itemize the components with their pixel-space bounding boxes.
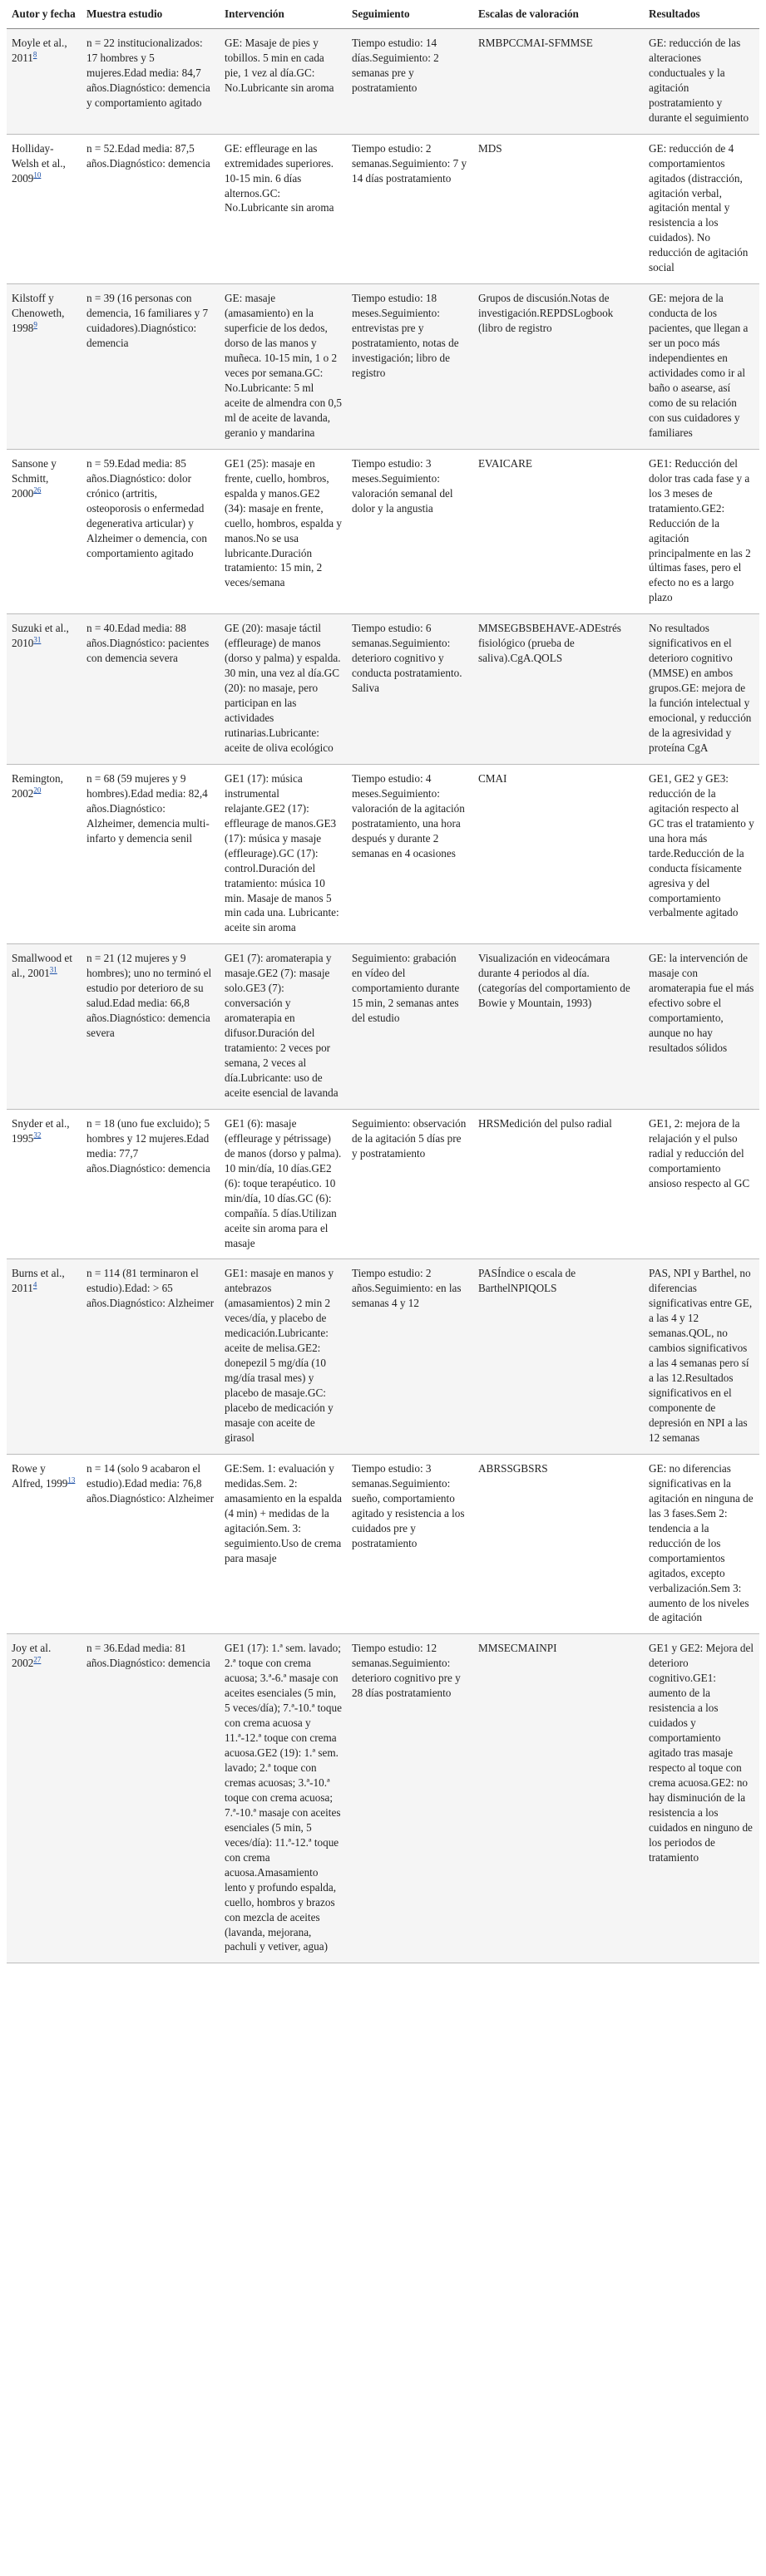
followup-text: Tiempo estudio: 18 meses.Seguimiento: entrevistas pre y postratamiento, notas de investigación; libro de registro xyxy=(352,292,459,380)
followup-text: Tiempo estudio: 3 semanas.Seguimiento: sueño, comportamiento agitado y resistencia a los cuidados pre y postratamiento xyxy=(352,1461,465,1549)
scales-text: RMBPCCMAI-SFMMSE xyxy=(478,36,593,49)
scales-text: MDS xyxy=(478,141,502,155)
intervention-text: GE1 (6): masaje (effleurage y pétrissage) de manos (dorso y palma). 10 min/día, 10 días.GE2 (6): toque terapéutico. 10 min/día, 10 días.GC (6): compañía. 5 días.Utilizan aceite sin aroma para el masaje xyxy=(225,1116,342,1249)
cell-followup xyxy=(347,1259,473,1454)
cell-scales xyxy=(473,1454,644,1633)
followup-text: Tiempo estudio: 12 semanas.Seguimiento: deterioro cognitivo pre y 28 días postratamiento xyxy=(352,1642,461,1700)
cell-scales xyxy=(473,1634,644,1963)
reference-link[interactable]: 31 xyxy=(49,965,57,974)
header-scales: Escalas de valoración xyxy=(473,3,644,28)
cell-scales xyxy=(473,764,644,943)
scales-text: Visualización en videocámara durante 4 periodos al día. (categorías del comportamiento de Bowie y Mountain, 1993) xyxy=(478,952,630,1010)
table-row xyxy=(7,284,759,450)
author-text: Moyle et al., 2011 xyxy=(12,36,67,64)
cell-scales xyxy=(473,28,644,134)
cell-intervention xyxy=(220,134,347,284)
results-text: GE1, GE2 y GE3: reducción de la agitación respecto al GC tras el tratamiento y una hora más tarde.Reducción de la conducta físicamente agresiva y del comportamiento verbalmente agitado xyxy=(649,771,754,919)
scales-text: Grupos de discusión.Notas de investigación.REPDSLogbook (libro de registro xyxy=(478,292,614,335)
cell-intervention xyxy=(220,284,347,450)
sample-text: n = 36.Edad media: 81 años.Diagnóstico: demencia xyxy=(86,1642,210,1670)
results-text: PAS, NPI y Barthel, no diferencias significativas entre GE, a las 4 y 12 semanas.QOL, no cambios significativos a las 4 semanas pero sí a las 12.Resultados significativos en el componente de depresión en NPI a las 12 semanas xyxy=(649,1267,753,1444)
author-text: Joy et al. 2002 xyxy=(12,1642,52,1670)
scales-text: MMSECMAINPI xyxy=(478,1642,557,1655)
cell-results xyxy=(644,1109,759,1259)
followup-text: Tiempo estudio: 2 semanas.Seguimiento: 7 y 14 días postratamiento xyxy=(352,141,467,185)
reference-link[interactable]: 8 xyxy=(32,50,37,59)
cell-scales xyxy=(473,134,644,284)
intervention-text: GE: effleurage en las extremidades superiores. 10-15 min. 6 días alternos.GC: No.Lubricante sin aroma xyxy=(225,141,334,214)
sample-text: n = 21 (12 mujeres y 9 hombres); uno no terminó el estudio por deterioro de su salud.Edad media: 66,8 años.Diagnóstico: demencia severa xyxy=(86,952,212,1040)
header-results: Resultados xyxy=(644,3,759,28)
cell-sample xyxy=(82,134,220,284)
results-text: GE: no diferencias significativas en la agitación en ninguna de las 3 fases.Sem 2: tendencia a la reducción de los comportamientos agitados, excepto verbalización.Sem 3: aumento de los niveles de agitación xyxy=(649,1461,754,1624)
reference-superscript xyxy=(33,786,41,794)
header-followup: Seguimiento xyxy=(347,3,473,28)
sample-text: n = 52.Edad media: 87,5 años.Diagnóstico: demencia xyxy=(86,141,210,170)
reference-link[interactable]: 20 xyxy=(33,786,42,795)
table-row xyxy=(7,134,759,284)
cell-intervention xyxy=(220,614,347,765)
cell-results xyxy=(644,1634,759,1963)
author-text: Suzuki et al., 2010 xyxy=(12,622,69,650)
cell-author xyxy=(7,449,82,614)
followup-text: Tiempo estudio: 2 años.Seguimiento: en las semanas 4 y 12 xyxy=(352,1267,462,1310)
cell-sample xyxy=(82,1634,220,1963)
cell-author xyxy=(7,134,82,284)
cell-scales xyxy=(473,1259,644,1454)
cell-scales xyxy=(473,944,644,1110)
scales-text: ABRSSGBSRS xyxy=(478,1461,548,1475)
author-text: Snyder et al., 1995 xyxy=(12,1116,70,1145)
cell-results xyxy=(644,449,759,614)
cell-intervention xyxy=(220,764,347,943)
cell-followup xyxy=(347,1109,473,1259)
cell-results xyxy=(644,1259,759,1454)
results-text: GE: la intervención de masaje con aromaterapia fue el más efectivo sobre el comportamiento, aunque no hay resultados sólidos xyxy=(649,952,754,1055)
cell-intervention xyxy=(220,1259,347,1454)
sample-text: n = 22 institucionalizados: 17 hombres y 5 mujeres.Edad media: 84,7 años.Diagnóstico: demencia y comportamiento agitado xyxy=(86,36,210,109)
table-row xyxy=(7,1109,759,1259)
sample-text: n = 40.Edad media: 88 años.Diagnóstico: pacientes con demencia severa xyxy=(86,622,210,665)
results-text: GE1 y GE2: Mejora del deterioro cognitivo.GE1: aumento de la resistencia a los cuidados y comportamiento agitado tras masaje respecto al toque con crema acuosa.GE2: no hay disminución de la resistencia a los cuidados en ninguno de los periodos de tratamiento xyxy=(649,1642,754,1864)
scales-text: MMSEGBSBEHAVE-ADEstrés fisiológico (prueba de saliva).CgA.QOLS xyxy=(478,622,621,665)
cell-author xyxy=(7,1259,82,1454)
intervention-text: GE:Sem. 1: evaluación y medidas.Sem. 2: amasamiento en la espalda (4 min) + medidas de la agitación.Sem. 3: seguimiento.Uso de crema para masaje xyxy=(225,1461,342,1564)
followup-text: Tiempo estudio: 3 meses.Seguimiento: valoración semanal del dolor y la angustia xyxy=(352,456,453,515)
cell-sample xyxy=(82,1454,220,1633)
reference-superscript xyxy=(33,170,41,179)
intervention-text: GE1: masaje en manos y antebrazos (amasamientos) 2 min 2 veces/día, y placebo de medicación.Lubricante: aceite de melisa.GE2: donepezil 5 mg/día (10 mg/día trasal mes) y placebo de masaje.GC: placebo de medicación y masaje con aceite de girasol xyxy=(225,1267,334,1444)
cell-results xyxy=(644,764,759,943)
cell-author xyxy=(7,1454,82,1633)
sample-text: n = 68 (59 mujeres y 9 hombres).Edad media: 82,4 años.Diagnóstico: Alzheimer, demencia multi-infarto y demencia senil xyxy=(86,771,210,845)
scales-text: EVAICARE xyxy=(478,456,532,470)
author-text: Holliday-Welsh et al., 2009 xyxy=(12,141,66,185)
reference-link[interactable]: 27 xyxy=(33,1655,42,1664)
cell-sample xyxy=(82,1109,220,1259)
sample-text: n = 14 (solo 9 acabaron el estudio).Edad media: 76,8 años.Diagnóstico: Alzheimer xyxy=(86,1461,215,1505)
cell-followup xyxy=(347,134,473,284)
header-row xyxy=(7,3,759,28)
followup-text: Seguimiento: observación de la agitación 5 días pre y postratamiento xyxy=(352,1116,467,1160)
cell-results xyxy=(644,28,759,134)
reference-superscript xyxy=(50,966,57,974)
table-row xyxy=(7,1634,759,1963)
cell-results xyxy=(644,284,759,450)
studies-table xyxy=(7,3,759,1963)
cell-followup xyxy=(347,1454,473,1633)
results-text: No resultados significativos en el deterioro cognitivo (MMSE) en ambos grupos.GE: mejora de la función intelectual y emocional, y reducción de la agresividad y proteína CgA xyxy=(649,622,752,754)
followup-text: Tiempo estudio: 14 días.Seguimiento: 2 semanas pre y postratamiento xyxy=(352,36,439,94)
table-row xyxy=(7,449,759,614)
sample-text: n = 59.Edad media: 85 años.Diagnóstico: dolor crónico (artritis, osteoporosis o enfermedad degenerativa articular) y Alzheimer o demencia, con comportamiento agitado xyxy=(86,456,207,559)
cell-results xyxy=(644,944,759,1110)
reference-link[interactable]: 4 xyxy=(32,1281,37,1290)
author-text: Rowe y Alfred, 1999 xyxy=(12,1461,68,1490)
reference-link[interactable]: 13 xyxy=(67,1475,76,1485)
author-text: Burns et al., 2011 xyxy=(12,1267,65,1295)
followup-text: Tiempo estudio: 6 semanas.Seguimiento: deterioro cognitivo y conducta postratamiento. Saliva xyxy=(352,622,462,695)
intervention-text: GE1 (7): aromaterapia y masaje.GE2 (7): masaje solo.GE3 (7): conversación y aromaterapia en difusor.Duración del tratamiento: 2 veces por semana, 2 veces al día.Lubricante: uso de aceite esencial de lavanda xyxy=(225,952,339,1099)
cell-sample xyxy=(82,764,220,943)
cell-author xyxy=(7,764,82,943)
cell-scales xyxy=(473,449,644,614)
table-header xyxy=(7,3,759,28)
table-body xyxy=(7,28,759,1963)
cell-author xyxy=(7,284,82,450)
reference-link[interactable]: 9 xyxy=(33,320,37,329)
cell-followup xyxy=(347,1634,473,1963)
table-row xyxy=(7,944,759,1110)
sample-text: n = 39 (16 personas con demencia, 16 familiares y 7 cuidadores).Diagnóstico: demencia xyxy=(86,292,209,350)
reference-superscript xyxy=(33,51,37,59)
table-row xyxy=(7,614,759,765)
cell-sample xyxy=(82,28,220,134)
cell-author xyxy=(7,1634,82,1963)
reference-superscript xyxy=(33,1130,41,1139)
reference-link[interactable]: 31 xyxy=(33,635,42,644)
table-row xyxy=(7,764,759,943)
scales-text: CMAI xyxy=(478,771,507,785)
scales-text: HRSMedición del pulso radial xyxy=(478,1116,612,1130)
cell-sample xyxy=(82,614,220,765)
intervention-text: GE: masaje (amasamiento) en la superficie de los dedos, dorso de las manos y muñeca. 10-15 min, 1 o 2 veces por semana.GC: No.Lubricante: 5 ml aceite de almendra con 0,5 ml de aceite de lavanda, geranio y mandarina xyxy=(225,292,342,439)
cell-intervention xyxy=(220,1454,347,1633)
cell-author xyxy=(7,1109,82,1259)
intervention-text: GE1 (17): 1.ª sem. lavado; 2.ª toque con crema acuosa; 3.ª-6.ª masaje con aceites esenciales (5 min, 5 veces/día); 7.ª-10.ª toque con crema acuosa y 11.ª-12.ª toque con crema acuosa.GE2 (19): 1.ª sem. lavado; 2.ª toque con cremas acuosas; 3.ª-10.ª toque con crema acuosa; 7.ª-10.ª masaje con aceites esenciales (5 min, 5 veces/día): 11.ª-12.ª toque con crema acuosa.Amasamiento lento y profundo espalda, cuello, hombros y brazos con mezcla de aceites (lavanda, mejorana, pachuli y vetiver, agua) xyxy=(225,1642,342,1953)
results-text: GE: mejora de la conducta de los pacientes, que llegan a ser un poco más independientes en actividades como ir al baño o asearse, así como de su relación con sus cuidadores y familiares xyxy=(649,292,749,439)
intervention-text: GE: Masaje de pies y tobillos. 5 min en cada pie, 1 vez al día.GC: No.Lubricante sin aroma xyxy=(225,36,334,94)
reference-superscript xyxy=(33,636,41,644)
cell-results xyxy=(644,1454,759,1633)
cell-intervention xyxy=(220,449,347,614)
cell-author xyxy=(7,28,82,134)
cell-scales xyxy=(473,614,644,765)
cell-scales xyxy=(473,284,644,450)
cell-results xyxy=(644,134,759,284)
cell-sample xyxy=(82,944,220,1110)
header-intervention: Intervención xyxy=(220,3,347,28)
reference-link[interactable]: 10 xyxy=(33,170,42,180)
cell-sample xyxy=(82,1259,220,1454)
reference-link[interactable]: 26 xyxy=(33,485,42,495)
table-row xyxy=(7,1454,759,1633)
sample-text: n = 114 (81 terminaron el estudio).Edad: > 65 años.Diagnóstico: Alzheimer xyxy=(86,1267,215,1310)
cell-intervention xyxy=(220,28,347,134)
cell-intervention xyxy=(220,1634,347,1963)
author-text: Sansone y Schmitt, 2000 xyxy=(12,456,57,500)
cell-intervention xyxy=(220,1109,347,1259)
cell-author xyxy=(7,944,82,1110)
author-text: Remington, 2002 xyxy=(12,771,63,800)
cell-author xyxy=(7,614,82,765)
reference-superscript xyxy=(33,485,41,494)
cell-followup xyxy=(347,614,473,765)
cell-followup xyxy=(347,764,473,943)
results-text: GE: reducción de las alteraciones conductuales y la agitación postratamiento y durante el seguimiento xyxy=(649,36,749,124)
header-sample: Muestra estudio xyxy=(82,3,220,28)
cell-followup xyxy=(347,284,473,450)
results-text: GE1, 2: mejora de la relajación y el pulso radial y reducción del comportamiento ansioso respecto al GC xyxy=(649,1116,750,1189)
intervention-text: GE (20): masaje táctil (effleurage) de manos (dorso y palma) y espalda. 30 min, una vez al día.GC (20): no masaje, pero participan en las actividades rutinarias.Lubricante: aceite de oliva ecológico xyxy=(225,622,341,754)
intervention-text: GE1 (17): música instrumental relajante.GE2 (17): effleurage de manos.GE3 (17): música y masaje (effleurage).GC (17): control.Duración del tratamiento: música 10 min. Masaje de manos 5 min cada una. Lubricante: aceite sin aroma xyxy=(225,771,339,934)
cell-sample xyxy=(82,449,220,614)
followup-text: Seguimiento: grabación en vídeo del comportamiento durante 15 min, 2 semanas antes del estudio xyxy=(352,952,460,1025)
reference-superscript xyxy=(67,1475,75,1484)
author-text: Kilstoff y Chenoweth, 1998 xyxy=(12,292,65,335)
cell-followup xyxy=(347,28,473,134)
cell-results xyxy=(644,614,759,765)
reference-superscript xyxy=(33,1281,37,1289)
cell-intervention xyxy=(220,944,347,1110)
reference-superscript xyxy=(33,321,37,329)
reference-superscript xyxy=(33,1656,41,1664)
header-author: Autor y fecha xyxy=(7,3,82,28)
cell-followup xyxy=(347,944,473,1110)
cell-followup xyxy=(347,449,473,614)
table-row xyxy=(7,28,759,134)
sample-text: n = 18 (uno fue excluido); 5 hombres y 12 mujeres.Edad media: 77,7 años.Diagnóstico: demencia xyxy=(86,1116,210,1175)
cell-scales xyxy=(473,1109,644,1259)
followup-text: Tiempo estudio: 4 meses.Seguimiento: valoración de la agitación postratamiento, una hora después y durante 2 semanas en 4 ocasiones xyxy=(352,771,465,859)
author-text: Smallwood et al., 2001 xyxy=(12,952,72,980)
table-row xyxy=(7,1259,759,1454)
scales-text: PASÍndice o escala de BarthelNPIQOLS xyxy=(478,1267,576,1295)
results-text: GE1: Reducción del dolor tras cada fase y a los 3 meses de tratamiento.GE2: Reducción de la agitación principalmente en las 2 últimas fases, pero el efecto no es a largo plazo xyxy=(649,456,751,604)
results-text: GE: reducción de 4 comportamientos agitados (distracción, agitación verbal, agitación mental y resistencia a los cuidados). No reducción de agitación social xyxy=(649,141,749,274)
cell-sample xyxy=(82,284,220,450)
reference-link[interactable]: 32 xyxy=(33,1130,42,1140)
intervention-text: GE1 (25): masaje en frente, cuello, hombros, espalda y manos.GE2 (34): masaje en frente, cuello, hombros, espalda y manos.No se usa lubricante.Duración tratamiento: 15 min, 2 veces/semana xyxy=(225,456,342,589)
